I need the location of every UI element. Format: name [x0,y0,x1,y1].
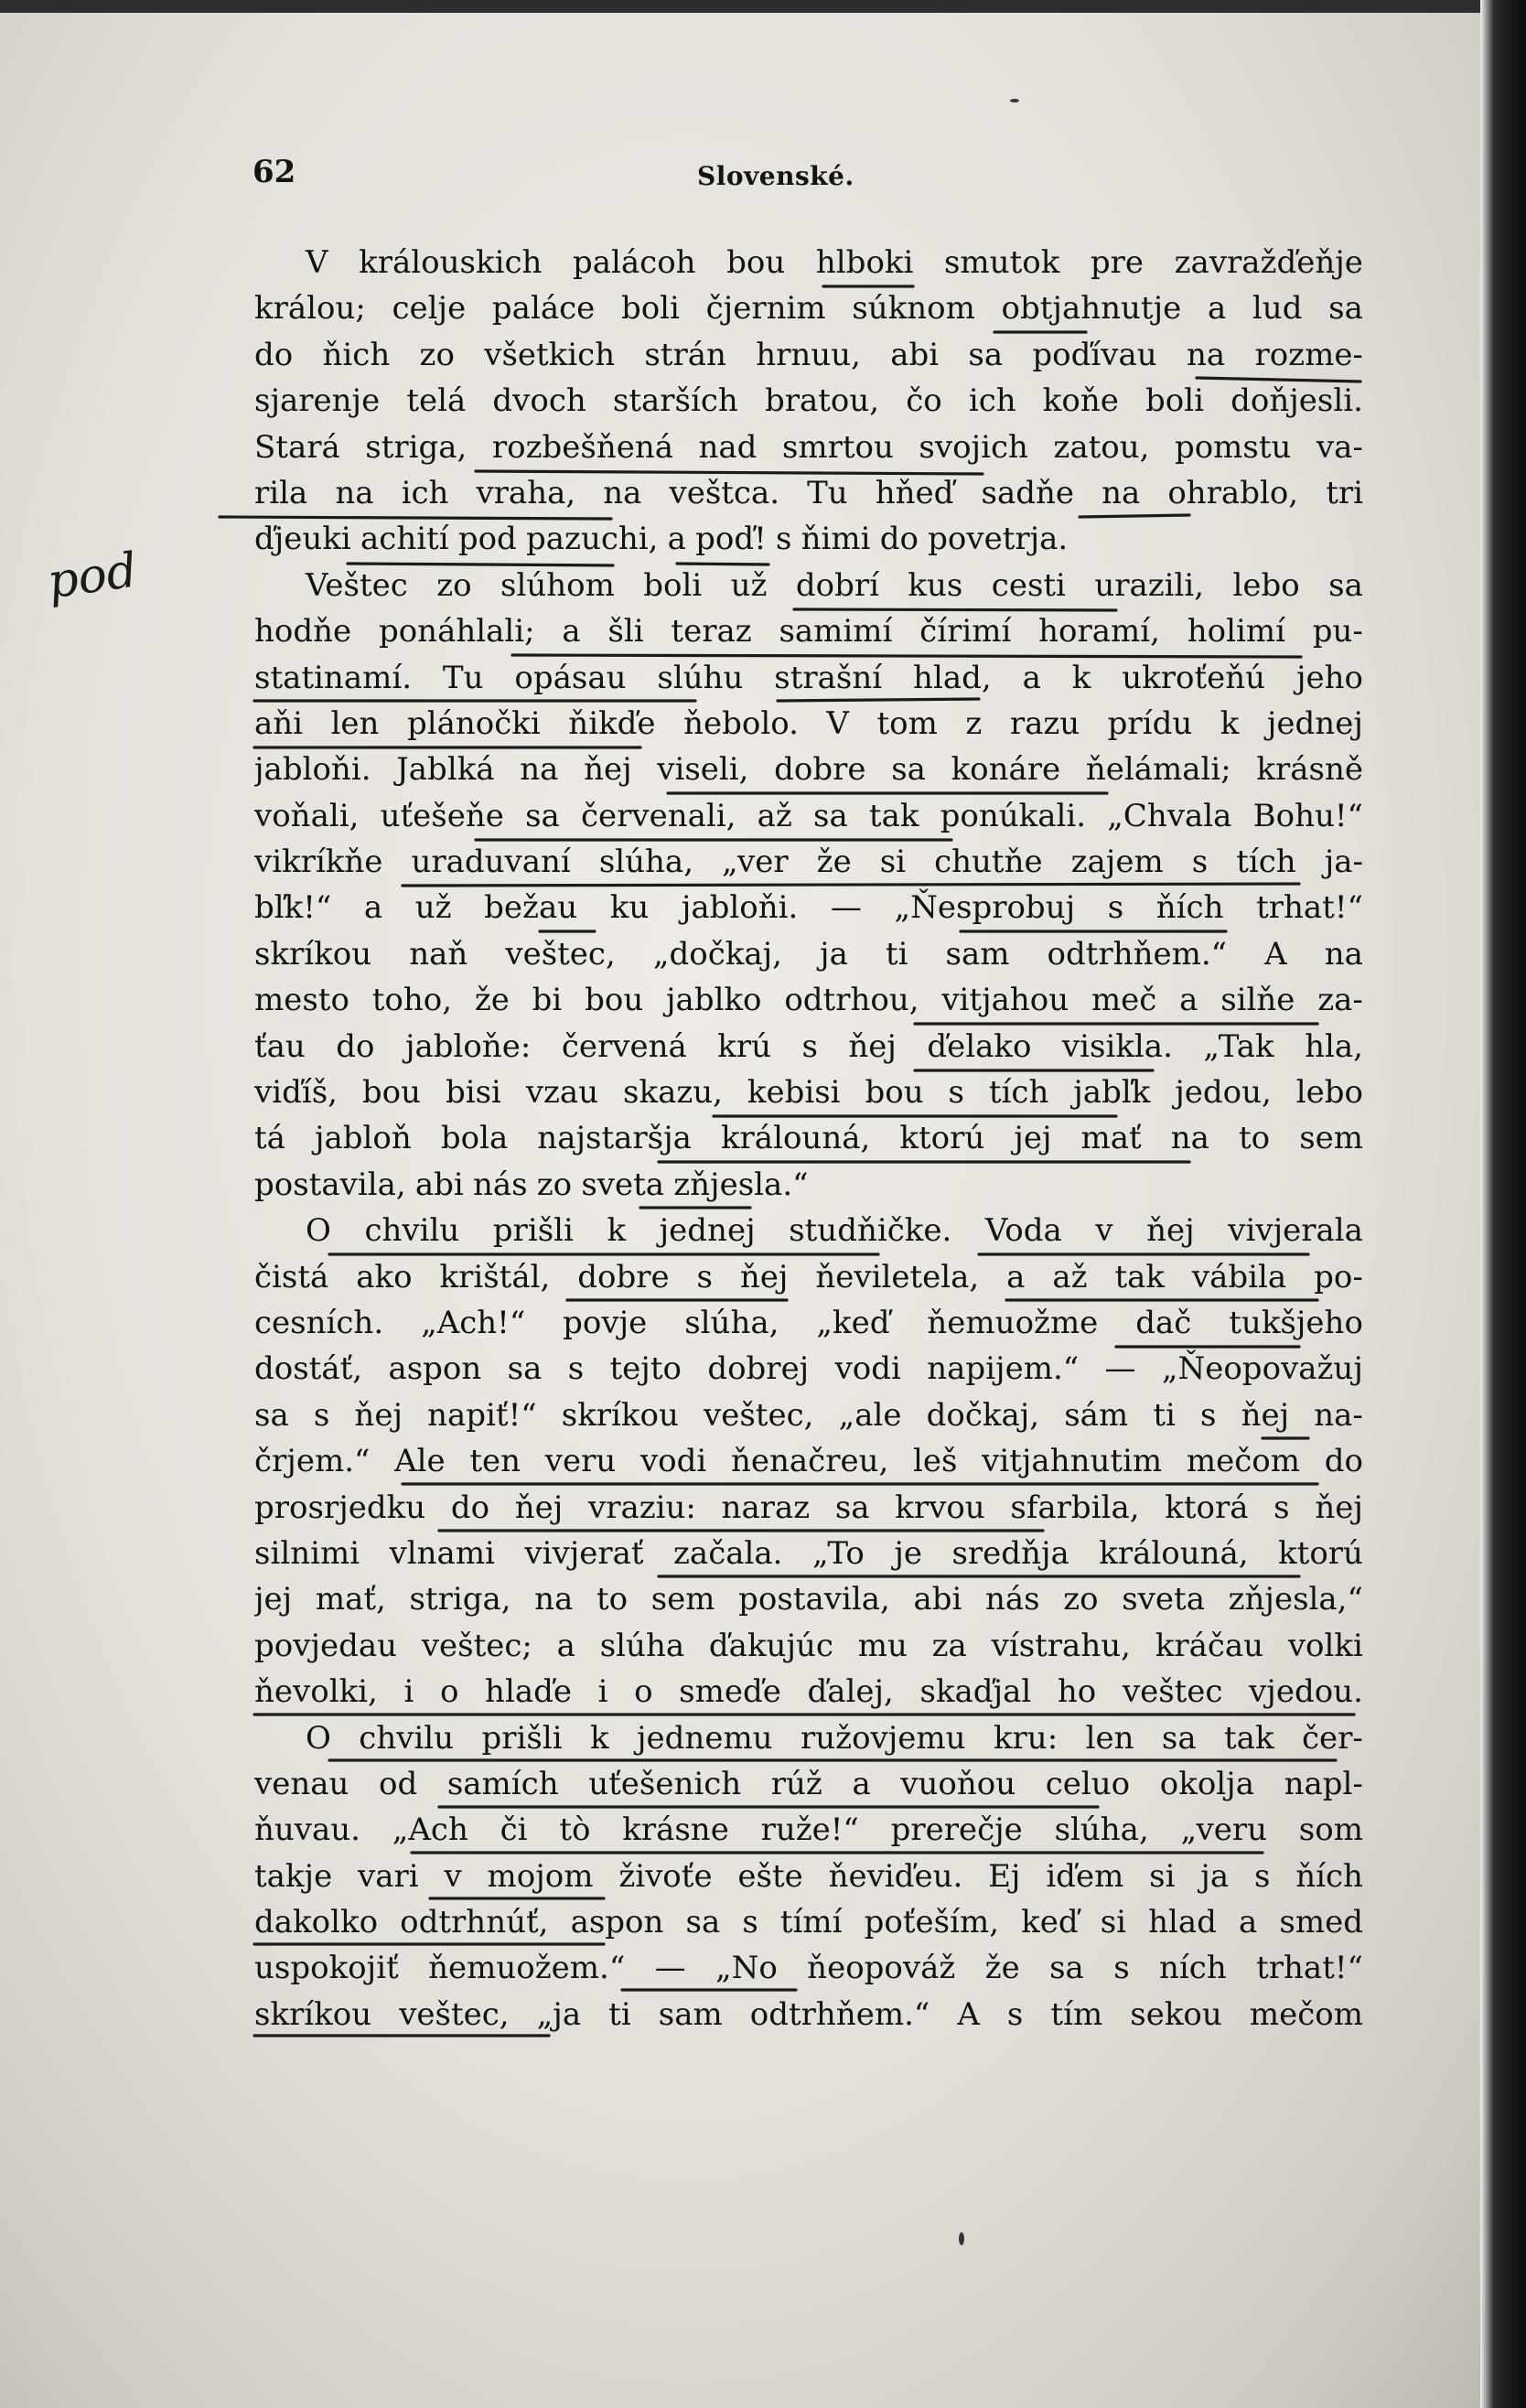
text-line: králou; celje paláce boli čjernim súknom obtjahnutje a lud sa [254,290,1363,328]
text-line: tá jabloň bola najstaršja králouná, ktorú jej mať na to sem [254,1120,1363,1157]
text-line: takje vari v mojom živoťe ešte ňeviďeu. Ej iďem si ja s ňích [254,1857,1363,1895]
text-line: Veštec zo slúhom boli už dobrí kus cesti urazili, lebo sa [306,566,1363,604]
text-line: cesních. „Ach!“ povje slúha, „keď ňemuožme dač tukšjeho [254,1304,1363,1341]
text-line: uspokojiť ňemuožem.“ — „No ňeopováž že sa s ních trhat!“ [254,1950,1363,1987]
text-line: do ňich zo všetkich strán hrnuu, abi sa poďívau na rozme- [254,336,1363,373]
text-line: voňali, uťešeňe sa červenali, až sa tak ponúkali. „Chvala Bohu!“ [254,797,1363,834]
page-number: 62 [253,154,296,190]
text-line: venau od samích uťešenich rúž a vuoňou celuo okolja napl- [254,1765,1363,1802]
text-line: dostáť, aspon sa s tejto dobrej vodi napijem.“ — „Ňeopovažuj [254,1350,1363,1388]
text-line: hodňe ponáhlali; a šli teraz samimí čírimí horamí, holimí pu- [254,613,1363,650]
text-line: povjedau veštec; a slúha ďakujúc mu za vístrahu, kráčau volki [254,1627,1363,1664]
text-line: vikríkňe uraduvaní slúha, „ver že si chutňe zajem s tích ja- [254,844,1363,881]
text-line: O chvilu prišli k jednemu ružovjemu kru: len sa tak čer- [306,1719,1363,1757]
text-line: ňuvau. „Ach či tò krásne ruže!“ prerečje slúha, „veru som [254,1811,1363,1849]
text-line: mesto toho, že bi bou jablko odtrhou, vitjahou meč a silňe za- [254,982,1363,1019]
text-line: viďíš, bou bisi vzau skazu, kebisi bou s tích jabľk jedou, lebo [254,1074,1363,1112]
text-line: Stará striga, rozbešňená nad smrtou svojich zatou, pomstu va- [254,428,1363,466]
text-line: skríkou naň veštec, „dočkaj, ja ti sam odtrhňem.“ A na [254,935,1363,973]
text-line: ťau do jabloňe: červená krú s ňej ďelako visikla. „Tak hla, [254,1027,1363,1065]
scan-speck [959,2232,964,2245]
text-line: V králouskich palácoh bou hlboki smutok pre zavražďeňje [306,244,1363,281]
handwritten-margin-note: pod [44,543,141,610]
text-line: sa s ňej napiť!“ skríkou veštec, „ale dočkaj, sám ti s ňej na- [254,1396,1363,1434]
text-line: dakolko odtrhnúť, aspon sa s tímí poťeším, keď si hlad a smed [254,1904,1363,1941]
text-line: ďjeuki achití pod pazuchi, a poď! s ňimi do povetrja. [254,521,1069,558]
scan-speck [1010,99,1019,102]
text-line: sjarenje telá dvoch starších bratou, čo ich koňe boli doňjesli. [254,382,1363,420]
body-text [254,240,1363,2037]
text-line: aňi len plánočki ňikďe ňebolo. V tom z razu prídu k jednej [254,704,1363,742]
text-line: statinamí. Tu opásau slúhu strašní hlad, a k ukroťeňú jeho [254,659,1363,696]
text-line: prosrjedku do ňej vraziu: naraz sa krvou sfarbila, ktorá s ňej [254,1489,1363,1526]
text-line: čistá ako krištál, dobre s ňej ňeviletela, a až tak vábila po- [254,1258,1363,1295]
text-line: skríkou veštec, „ja ti sam odtrhňem.“ A s tím sekou mečom [254,1995,1363,2033]
text-line: jabloňi. Jablká na ňej viseli, dobre sa konáre ňelámali; krásně [254,751,1363,789]
text-line: postavila, abi nás zo sveta zňjesla.“ [254,1166,809,1203]
text-line: ňevolki, i o hlaďe i o smeďe ďalej, skaďjal ho veštec vjedou. [254,1673,1363,1711]
text-line: rila na ich vraha, na veštca. Tu hňeď sadňe na ohrablo, tri [254,474,1363,511]
text-line: O chvilu prišli k jednej studňičke. Voda v ňej vivjerala [306,1212,1363,1250]
text-line: jej mať, striga, na to sem postavila, abi nás zo sveta zňjesla,“ [254,1581,1363,1618]
text-line: bľk!“ a už bežau ku jabloňi. — „Ňesprobuj s ňích trhat!“ [254,889,1363,927]
scan-top-edge [0,0,1526,13]
text-line: črjem.“ Ale ten veru vodi ňenačreu, leš vitjahnutim mečom do [254,1443,1363,1480]
running-head: Slovenské. [697,161,854,191]
book-gutter [1480,0,1526,2408]
text-line: silnimi vlnami vivjerať začala. „To je sredňja králouná, ktorú [254,1534,1363,1572]
